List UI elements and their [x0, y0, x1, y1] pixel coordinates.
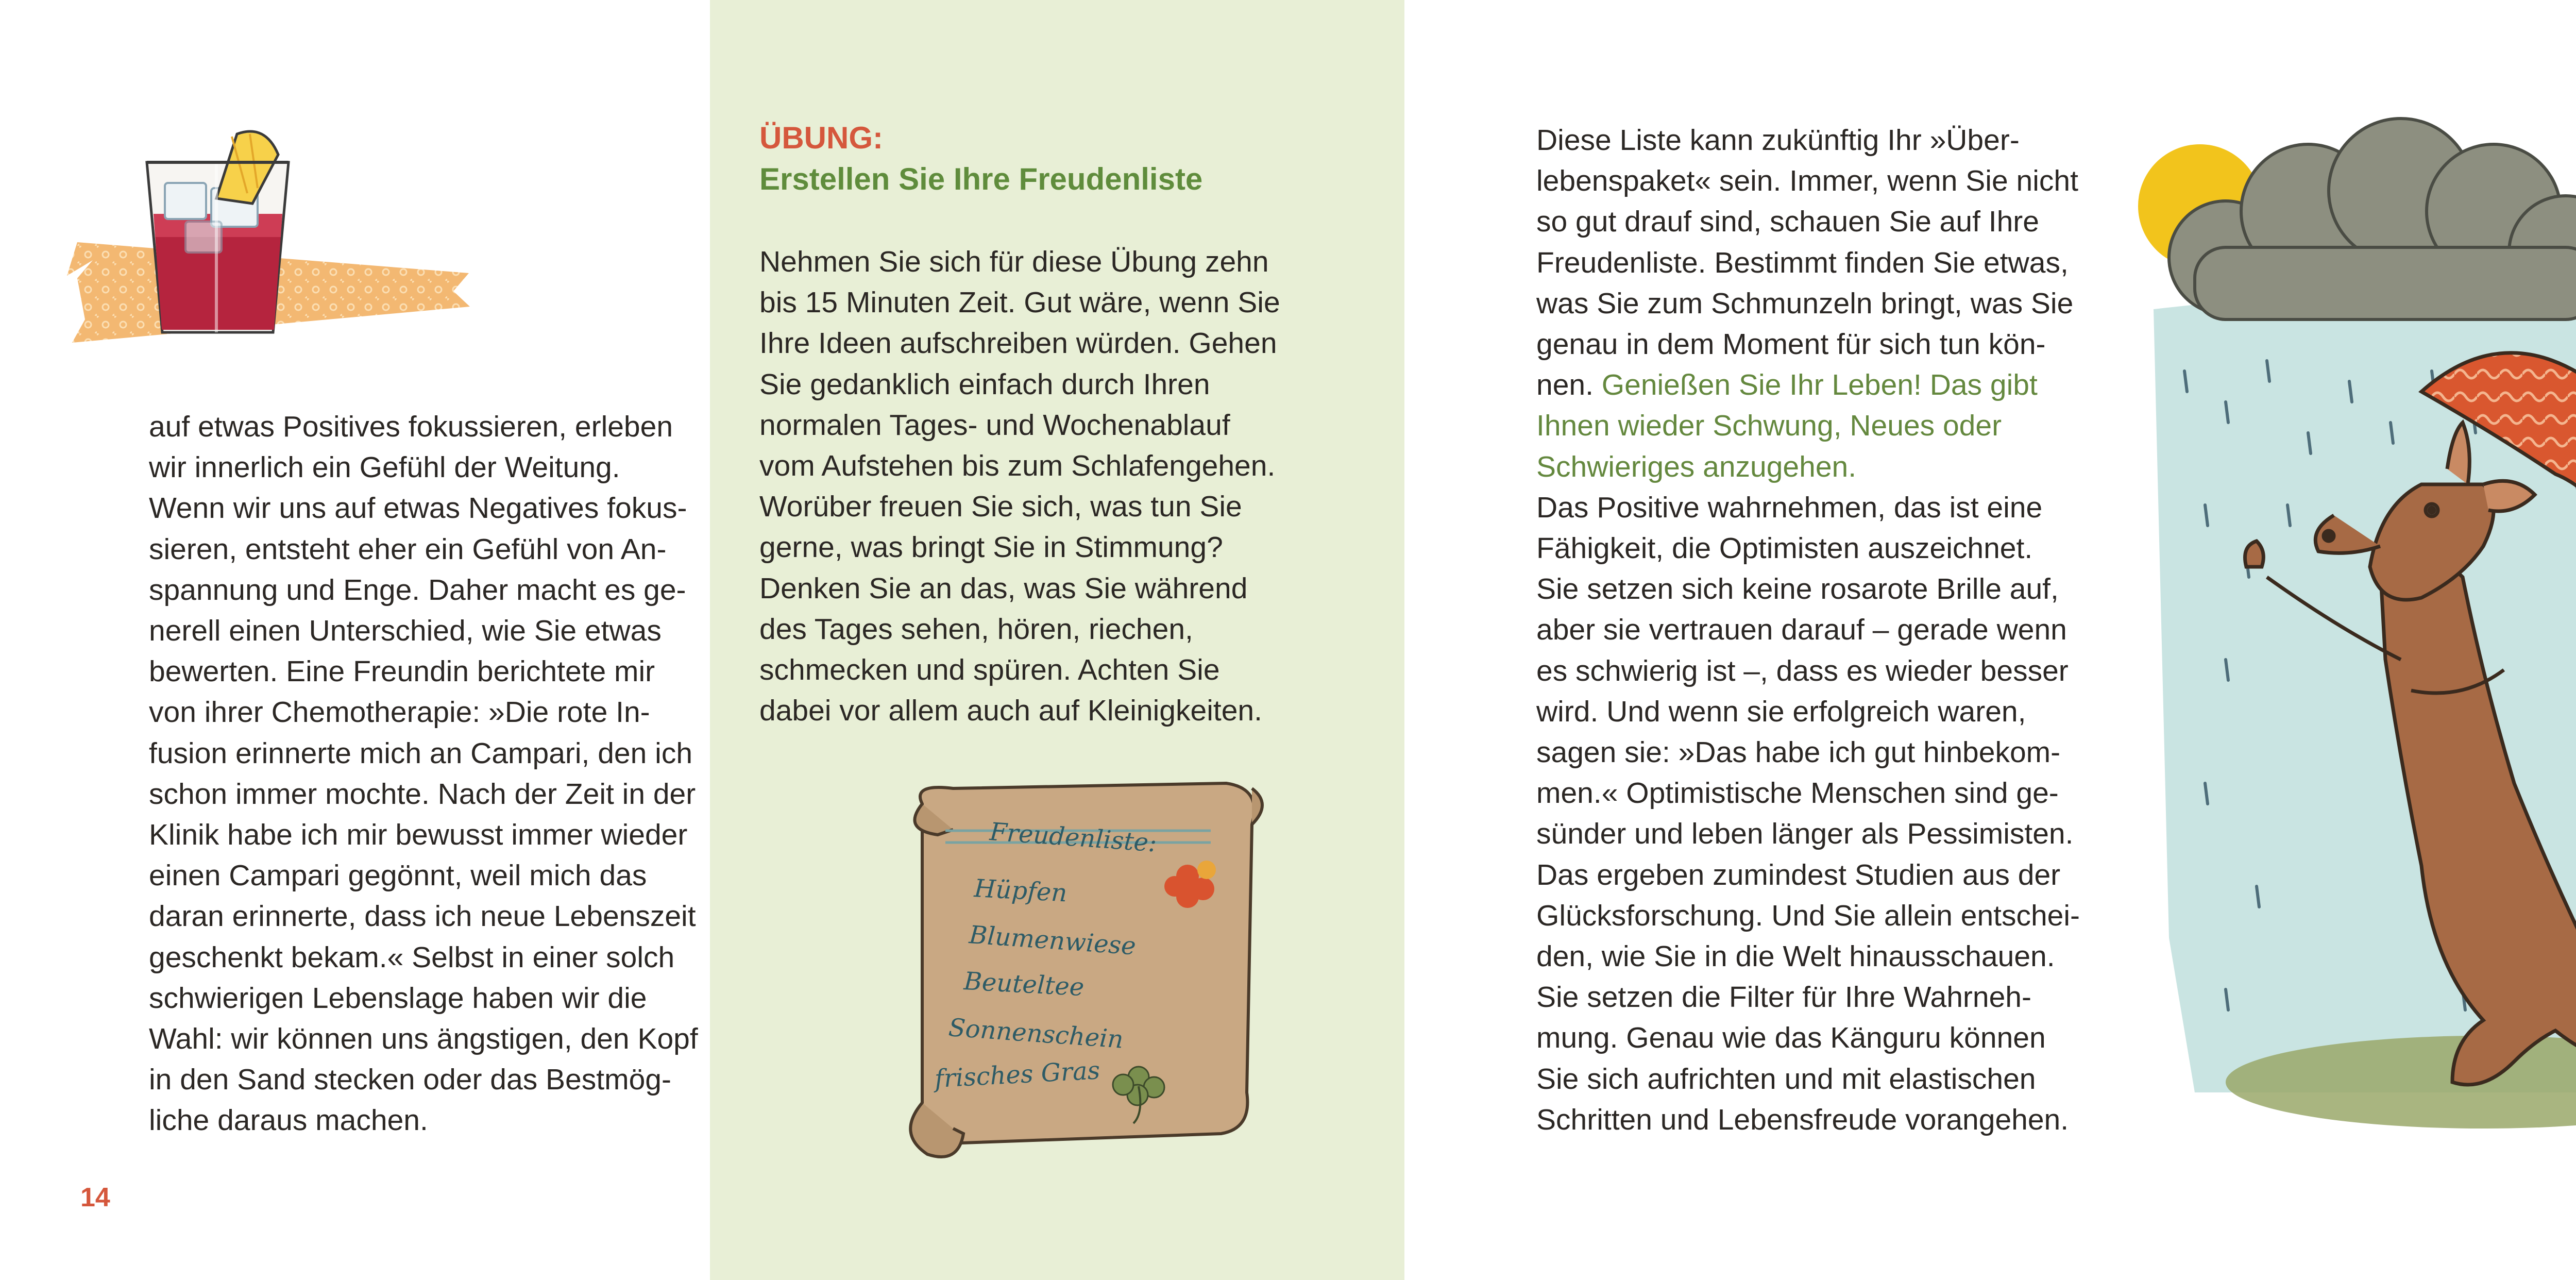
scroll-item: frisches Gras	[934, 1056, 1101, 1093]
text-line: fusion erinnerte mich an Campari, den ich	[149, 736, 693, 770]
text-line: sagen sie: »Das habe ich gut hinbekom-	[1536, 736, 2061, 769]
text-line: Ihre Ideen aufschreiben würden. Gehen	[759, 327, 1277, 360]
text-line: gerne, was bringt Sie in Stimmung?	[759, 531, 1223, 564]
text-line: so gut drauf sind, schauen Sie auf Ihre	[1536, 205, 2039, 239]
text-line: Wahl: wir können uns ängstigen, den Kopf	[149, 1022, 698, 1056]
text-line: Sie setzen die Filter für Ihre Wahrneh-	[1536, 981, 2031, 1014]
text-line: wir innerlich ein Gefühl der Weitung.	[149, 451, 620, 484]
text-line: Schritten und Lebensfreude vorangehen.	[1536, 1103, 2069, 1136]
exercise-kicker: ÜBUNG:	[759, 121, 883, 155]
scroll-item: Blumenwiese	[968, 920, 1137, 961]
exercise-body	[759, 242, 1280, 731]
highlight-line: Schwieriges anzugehen.	[1536, 450, 1857, 483]
text-line: Wenn wir uns auf etwas Negatives fokus-	[149, 492, 687, 525]
text-line: normalen Tages- und Wochenablauf	[759, 408, 1230, 442]
text-line: schon immer mochte. Nach der Zeit in der	[149, 777, 696, 811]
text-line: von ihrer Chemotherapie: »Die rote In-	[149, 696, 650, 729]
text-line: Freudenliste. Bestimmt finden Sie etwas,	[1536, 246, 2069, 279]
scroll-item: Hüpfen	[973, 874, 1068, 908]
exercise-heading	[759, 117, 1202, 200]
text-line: sieren, entsteht eher ein Gefühl von An-	[149, 532, 667, 566]
kangaroo-rain-illustration	[2092, 113, 2576, 1165]
text-line: mung. Genau wie das Känguru können	[1536, 1021, 2046, 1055]
text-line: den, wie Sie in die Welt hinausschauen.	[1536, 940, 2055, 973]
campari-glass-illustration	[62, 106, 474, 348]
scroll-item: Sonnenschein	[947, 1013, 1125, 1054]
text-line: nerell einen Unterschied, wie Sie etwas	[149, 614, 662, 648]
text-line: men.« Optimistische Menschen sind ge-	[1536, 777, 2059, 810]
text-line: Das ergeben zumindest Studien aus der	[1536, 858, 2061, 891]
text-line: daran erinnerte, dass ich neue Lebenszeit	[149, 900, 696, 933]
text-line: vom Aufstehen bis zum Schlafengehen.	[759, 449, 1276, 483]
text-line: wird. Und wenn sie erfolgreich waren,	[1536, 695, 2026, 728]
text-line: schmecken und spüren. Achten Sie	[759, 653, 1220, 687]
right-page-body	[1536, 120, 2080, 1140]
text-line: Fähigkeit, die Optimisten auszeichnet.	[1536, 532, 2033, 565]
text-line: schwierigen Lebenslage haben wir die	[149, 981, 647, 1015]
text-line: Nehmen Sie sich für diese Übung zehn	[759, 245, 1269, 278]
text-line: was Sie zum Schmunzeln bringt, was Sie	[1536, 287, 2074, 320]
text-line	[1536, 365, 2080, 406]
text-line: Diese Liste kann zukünftig Ihr »Über-	[1536, 124, 2020, 157]
scroll-item: Freudenliste:	[989, 817, 1158, 858]
exercise-title: Erstellen Sie Ihre Freudenliste	[759, 162, 1203, 196]
text-line: auf etwas Positives fokussieren, erleben	[149, 410, 673, 443]
text-segment: nen.	[1536, 368, 1602, 402]
freudenliste-scroll-illustration	[891, 773, 1273, 1175]
text-line: des Tages sehen, hören, riechen,	[759, 612, 1193, 646]
text-line: geschenkt bekam.« Selbst in einer solch	[149, 940, 675, 974]
text-line: sünder und leben länger als Pessimisten.	[1536, 817, 2074, 851]
scroll-item: Beuteltee	[963, 967, 1085, 1002]
text-line: liche daraus machen.	[149, 1104, 428, 1137]
text-line: spannung und Enge. Daher macht es ge-	[149, 573, 686, 607]
text-line: bis 15 Minuten Zeit. Gut wäre, wenn Sie	[759, 286, 1280, 319]
text-line: Glücksforschung. Und Sie allein entschei-	[1536, 899, 2080, 932]
text-line: Sie sich aufrichten und mit elastischen	[1536, 1062, 2036, 1096]
left-page-body	[149, 407, 698, 1141]
page-number-left: 14	[80, 1183, 110, 1212]
text-line: aber sie vertrauen darauf – gerade wenn	[1536, 613, 2067, 647]
text-line: Sie setzen sich keine rosarote Brille auf,	[1536, 572, 2059, 606]
text-line: bewerten. Eine Freundin berichtete mir	[149, 655, 655, 688]
text-line: es schwierig ist –, dass es wieder besser	[1536, 654, 2069, 687]
text-line: in den Sand stecken oder das Bestmög-	[149, 1063, 671, 1097]
text-line: dabei vor allem auch auf Kleinigkeiten.	[759, 694, 1262, 728]
highlight-line: Ihnen wieder Schwung, Neues oder	[1536, 409, 2002, 443]
text-line: Sie gedanklich einfach durch Ihren	[759, 367, 1210, 401]
text-line: Klinik habe ich mir bewusst immer wieder	[149, 818, 688, 852]
text-line: Worüber freuen Sie sich, was tun Sie	[759, 490, 1242, 524]
highlight-text: Genießen Sie Ihr Leben! Das gibt	[1601, 368, 2038, 402]
text-line: Das Positive wahrnehmen, das ist eine	[1536, 491, 2043, 524]
text-line: Denken Sie an das, was Sie während	[759, 571, 1248, 605]
text-line: genau in dem Moment für sich tun kön-	[1536, 328, 2046, 361]
text-line: lebenspaket« sein. Immer, wenn Sie nicht	[1536, 164, 2078, 198]
rain-cloud	[2169, 119, 2576, 319]
text-line: einen Campari gegönnt, weil mich das	[149, 859, 647, 892]
